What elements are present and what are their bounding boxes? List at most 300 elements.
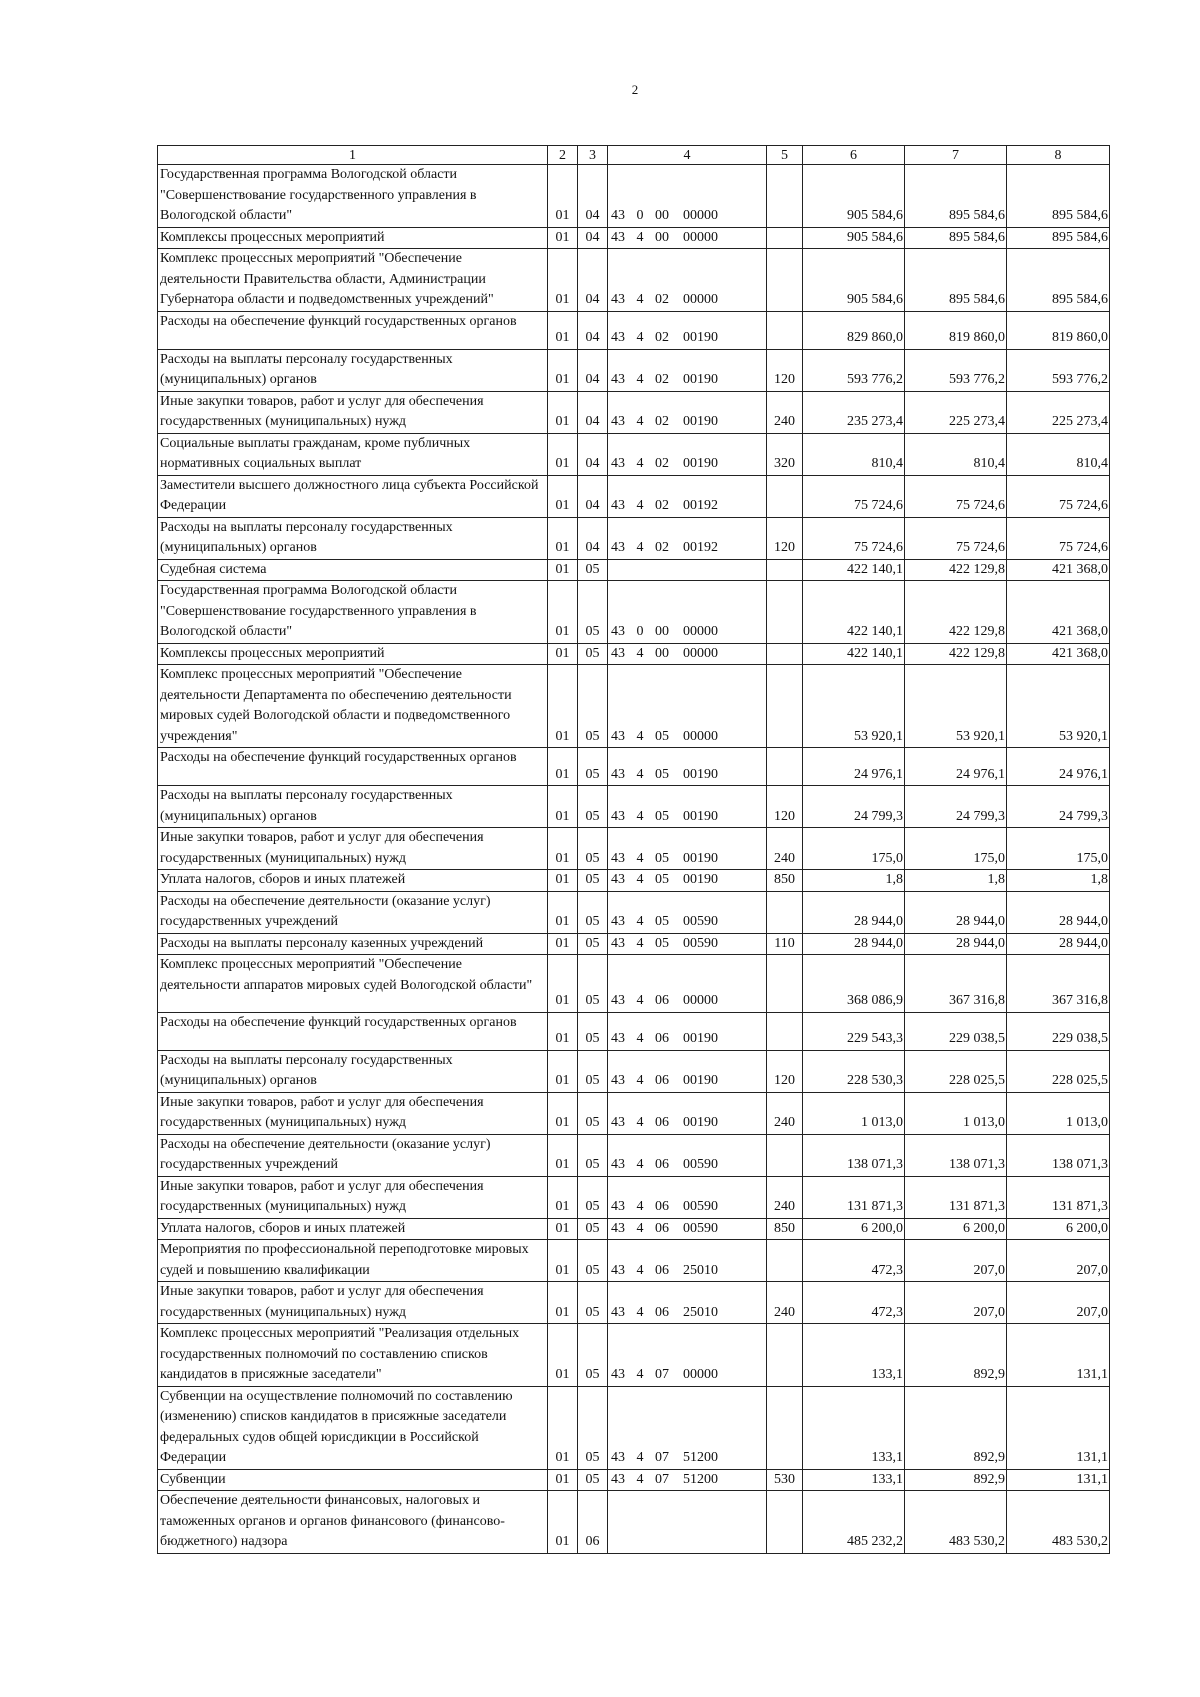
- row-amount-year2: 207,0: [905, 1240, 1007, 1282]
- target-direction: 00190: [683, 808, 718, 824]
- row-expense-type: [767, 311, 803, 349]
- row-subsection-code: 04: [578, 165, 608, 228]
- row-amount-year1: 829 860,0: [803, 311, 905, 349]
- target-program: 43: [611, 1115, 625, 1131]
- target-complex: 02: [655, 292, 669, 307]
- row-amount-year1: 1 013,0: [803, 1092, 905, 1134]
- target-complex: 00: [655, 229, 669, 245]
- target-complex: 02: [655, 414, 669, 430]
- target-complex: 00: [655, 645, 669, 661]
- table-row: [158, 1012, 1110, 1050]
- row-amount-year2: 175,0: [905, 828, 1007, 870]
- table-row: [158, 349, 1110, 391]
- table-row: [158, 1324, 1110, 1387]
- row-amount-year1: 472,3: [803, 1240, 905, 1282]
- row-expense-type: 240: [767, 391, 803, 433]
- row-amount-year1: 28 944,0: [803, 891, 905, 933]
- target-complex: 05: [655, 872, 669, 888]
- row-target-article: [608, 581, 767, 644]
- row-name-cell: Государственная программа Вологодской области "Совершенствование государственного управления в Вологодской области": [158, 165, 548, 228]
- row-amount-year2: 483 530,2: [905, 1491, 1007, 1554]
- row-name-cell: Уплата налогов, сборов и иных платежей: [158, 1218, 548, 1240]
- target-program: 43: [611, 914, 625, 930]
- row-name-cell: Расходы на выплаты персоналу казенных учреждений: [158, 933, 548, 955]
- row-amount-year3: 367 316,8: [1007, 955, 1110, 1012]
- row-target-article: [608, 1134, 767, 1176]
- row-target-article: [608, 1240, 767, 1282]
- row-subsection-code: 04: [578, 433, 608, 475]
- row-section-code: 01: [548, 828, 578, 870]
- target-direction: 00590: [683, 1199, 718, 1215]
- row-section-code: 01: [548, 643, 578, 665]
- row-name-cell: Субвенции на осуществление полномочий по составлению (изменению) списков кандидатов в присяжные заседатели федеральных судов общей юрисдикции в Российской Федерации: [158, 1386, 548, 1469]
- table-row: [158, 475, 1110, 517]
- target-direction: 00190: [683, 372, 718, 388]
- target-type: 4: [636, 498, 644, 514]
- target-program: 43: [611, 935, 625, 951]
- row-amount-year3: 421 368,0: [1007, 643, 1110, 665]
- row-section-code: 01: [548, 1012, 578, 1050]
- row-name-cell: Судебная система: [158, 559, 548, 581]
- row-section-code: 01: [548, 559, 578, 581]
- row-name-cell: Расходы на обеспечение функций государственных органов: [158, 311, 548, 349]
- target-complex: 05: [655, 850, 669, 866]
- target-direction: 00192: [683, 498, 718, 514]
- target-type: 4: [636, 1220, 644, 1236]
- row-amount-year3: 28 944,0: [1007, 933, 1110, 955]
- row-section-code: 01: [548, 249, 578, 312]
- row-section-code: 01: [548, 165, 578, 228]
- row-target-article: [608, 311, 767, 349]
- row-section-code: 01: [548, 1469, 578, 1491]
- row-amount-year2: 225 273,4: [905, 391, 1007, 433]
- header-cell: 2: [548, 146, 578, 165]
- row-expense-type: 120: [767, 1050, 803, 1092]
- row-amount-year3: 6 200,0: [1007, 1218, 1110, 1240]
- row-amount-year2: 895 584,6: [905, 165, 1007, 228]
- row-name-cell: Расходы на обеспечение функций государственных органов: [158, 748, 548, 786]
- row-amount-year1: 131 871,3: [803, 1176, 905, 1218]
- target-type: 0: [636, 624, 644, 640]
- row-subsection-code: 05: [578, 1240, 608, 1282]
- row-target-article: [608, 891, 767, 933]
- target-direction: 00000: [683, 624, 718, 640]
- row-amount-year1: 1,8: [803, 870, 905, 892]
- row-amount-year2: 422 129,8: [905, 643, 1007, 665]
- row-amount-year1: 368 086,9: [803, 955, 905, 1012]
- table-row: [158, 517, 1110, 559]
- row-amount-year3: 228 025,5: [1007, 1050, 1110, 1092]
- row-subsection-code: 05: [578, 1176, 608, 1218]
- row-subsection-code: 05: [578, 955, 608, 1012]
- target-program: 43: [611, 624, 625, 640]
- row-name-cell: Комплекс процессных мероприятий "Обеспечение деятельности аппаратов мировых судей Вологодской области": [158, 955, 548, 1012]
- target-program: 43: [611, 292, 625, 307]
- table-row: [158, 1218, 1110, 1240]
- target-type: 4: [636, 1262, 644, 1278]
- row-expense-type: [767, 1324, 803, 1387]
- row-section-code: 01: [548, 1324, 578, 1387]
- row-name-cell: Государственная программа Вологодской области "Совершенствование государственного управления в Вологодской области": [158, 581, 548, 644]
- header-cell: 8: [1007, 146, 1110, 165]
- table-row: [158, 933, 1110, 955]
- table-row: [158, 581, 1110, 644]
- row-name-cell: Расходы на обеспечение функций государственных органов: [158, 1012, 548, 1050]
- row-amount-year2: 895 584,6: [905, 249, 1007, 312]
- row-amount-year1: 75 724,6: [803, 517, 905, 559]
- row-amount-year3: 225 273,4: [1007, 391, 1110, 433]
- row-target-article: [608, 828, 767, 870]
- row-target-article: [608, 1386, 767, 1469]
- row-amount-year3: 483 530,2: [1007, 1491, 1110, 1554]
- target-type: 4: [636, 1073, 644, 1089]
- row-section-code: 01: [548, 933, 578, 955]
- row-amount-year1: 472,3: [803, 1282, 905, 1324]
- row-target-article: [608, 1176, 767, 1218]
- row-amount-year1: 6 200,0: [803, 1218, 905, 1240]
- row-expense-type: 240: [767, 1092, 803, 1134]
- row-subsection-code: 05: [578, 828, 608, 870]
- row-name-cell: Комплекс процессных мероприятий "Обеспечение деятельности Правительства области, Администрации Губернатора области и подведомственных учреждений": [158, 249, 548, 312]
- row-subsection-code: 04: [578, 311, 608, 349]
- target-type: 4: [636, 292, 644, 307]
- row-amount-year3: 131 871,3: [1007, 1176, 1110, 1218]
- row-name-cell: Комплексы процессных мероприятий: [158, 643, 548, 665]
- row-target-article: [608, 1469, 767, 1491]
- target-direction: 00190: [683, 1031, 718, 1047]
- row-target-article: [608, 748, 767, 786]
- table-row: [158, 1240, 1110, 1282]
- row-amount-year1: 422 140,1: [803, 581, 905, 644]
- row-name-cell: Комплексы процессных мероприятий: [158, 227, 548, 249]
- target-program: 43: [611, 208, 625, 223]
- target-type: 4: [636, 914, 644, 930]
- row-amount-year2: 138 071,3: [905, 1134, 1007, 1176]
- target-program: 43: [611, 414, 625, 430]
- target-type: 4: [636, 645, 644, 661]
- row-name-cell: Заместители высшего должностного лица субъекта Российской Федерации: [158, 475, 548, 517]
- table-row: [158, 559, 1110, 581]
- row-name-cell: Мероприятия по профессиональной переподготовке мировых судей и повышению квалификации: [158, 1240, 548, 1282]
- target-program: 43: [611, 728, 625, 744]
- target-type: 4: [636, 850, 644, 866]
- target-complex: 05: [655, 766, 669, 782]
- target-complex: 06: [655, 1031, 669, 1047]
- row-target-article: [608, 665, 767, 748]
- row-section-code: 01: [548, 1092, 578, 1134]
- row-name-cell: Иные закупки товаров, работ и услуг для обеспечения государственных (муниципальных) нужд: [158, 391, 548, 433]
- target-program: 43: [611, 808, 625, 824]
- target-direction: 00590: [683, 1220, 718, 1236]
- row-amount-year3: 421 368,0: [1007, 559, 1110, 581]
- row-expense-type: 530: [767, 1469, 803, 1491]
- row-amount-year1: 133,1: [803, 1386, 905, 1469]
- row-amount-year3: 131,1: [1007, 1386, 1110, 1469]
- target-type: 4: [636, 728, 644, 744]
- row-section-code: 01: [548, 1491, 578, 1554]
- row-amount-year2: 228 025,5: [905, 1050, 1007, 1092]
- target-complex: 07: [655, 1471, 669, 1487]
- row-section-code: 01: [548, 1240, 578, 1282]
- target-direction: 00190: [683, 872, 718, 888]
- target-complex: 05: [655, 935, 669, 951]
- row-amount-year2: 422 129,8: [905, 559, 1007, 581]
- target-direction: 00000: [683, 292, 718, 307]
- header-cell: 4: [608, 146, 767, 165]
- target-program: 43: [611, 1450, 625, 1466]
- row-expense-type: [767, 1134, 803, 1176]
- row-amount-year2: 892,9: [905, 1386, 1007, 1469]
- target-complex: 06: [655, 1220, 669, 1236]
- table-row: [158, 391, 1110, 433]
- row-amount-year2: 24 799,3: [905, 786, 1007, 828]
- row-section-code: 01: [548, 891, 578, 933]
- header-row: [158, 146, 1110, 165]
- row-amount-year3: 131,1: [1007, 1469, 1110, 1491]
- target-program: 43: [611, 1199, 625, 1215]
- target-direction: 51200: [683, 1471, 718, 1487]
- row-amount-year2: 75 724,6: [905, 475, 1007, 517]
- row-subsection-code: 05: [578, 581, 608, 644]
- target-program: 43: [611, 372, 625, 388]
- row-expense-type: 240: [767, 1282, 803, 1324]
- target-direction: 00190: [683, 1073, 718, 1089]
- row-expense-type: [767, 643, 803, 665]
- row-amount-year2: 1,8: [905, 870, 1007, 892]
- row-amount-year1: 422 140,1: [803, 559, 905, 581]
- row-amount-year3: 895 584,6: [1007, 165, 1110, 228]
- row-section-code: 01: [548, 391, 578, 433]
- target-complex: 06: [655, 1262, 669, 1278]
- row-amount-year3: 1,8: [1007, 870, 1110, 892]
- row-subsection-code: 04: [578, 349, 608, 391]
- target-complex: 02: [655, 372, 669, 388]
- row-name-cell: Иные закупки товаров, работ и услуг для обеспечения государственных (муниципальных) нужд: [158, 1092, 548, 1134]
- row-amount-year2: 367 316,8: [905, 955, 1007, 1012]
- target-direction: 00000: [683, 1367, 718, 1383]
- table-row: [158, 1134, 1110, 1176]
- target-program: 43: [611, 540, 625, 556]
- target-direction: 00190: [683, 330, 718, 346]
- row-amount-year1: 593 776,2: [803, 349, 905, 391]
- target-type: 4: [636, 229, 644, 245]
- row-amount-year1: 28 944,0: [803, 933, 905, 955]
- row-subsection-code: 04: [578, 391, 608, 433]
- row-amount-year3: 895 584,6: [1007, 249, 1110, 312]
- row-expense-type: 240: [767, 828, 803, 870]
- row-amount-year1: 905 584,6: [803, 227, 905, 249]
- target-program: 43: [611, 456, 625, 472]
- row-amount-year3: 229 038,5: [1007, 1012, 1110, 1050]
- target-complex: 06: [655, 1157, 669, 1173]
- target-type: 4: [636, 1031, 644, 1047]
- row-amount-year1: 485 232,2: [803, 1491, 905, 1554]
- target-complex: 00: [655, 624, 669, 640]
- table-row: [158, 665, 1110, 748]
- row-subsection-code: 04: [578, 475, 608, 517]
- target-direction: 51200: [683, 1450, 718, 1466]
- row-amount-year3: 593 776,2: [1007, 349, 1110, 391]
- row-subsection-code: 05: [578, 1134, 608, 1176]
- table-row: [158, 1386, 1110, 1469]
- target-program: 43: [611, 850, 625, 866]
- row-section-code: 01: [548, 665, 578, 748]
- row-name-cell: Иные закупки товаров, работ и услуг для обеспечения государственных (муниципальных) нужд: [158, 1176, 548, 1218]
- row-expense-type: [767, 581, 803, 644]
- row-subsection-code: 05: [578, 559, 608, 581]
- row-amount-year1: 175,0: [803, 828, 905, 870]
- row-subsection-code: 05: [578, 933, 608, 955]
- row-name-cell: Расходы на обеспечение деятельности (оказание услуг) государственных учреждений: [158, 891, 548, 933]
- header-cell: 3: [578, 146, 608, 165]
- table-row: [158, 748, 1110, 786]
- row-target-article: [608, 786, 767, 828]
- target-direction: 00190: [683, 456, 718, 472]
- row-subsection-code: 06: [578, 1491, 608, 1554]
- row-name-cell: Субвенции: [158, 1469, 548, 1491]
- row-subsection-code: 05: [578, 1469, 608, 1491]
- row-subsection-code: 05: [578, 786, 608, 828]
- row-target-article: [608, 955, 767, 1012]
- target-program: 43: [611, 993, 625, 1009]
- row-section-code: 01: [548, 475, 578, 517]
- target-direction: 25010: [683, 1304, 718, 1320]
- row-expense-type: [767, 748, 803, 786]
- target-type: 4: [636, 808, 644, 824]
- row-subsection-code: 05: [578, 1324, 608, 1387]
- row-expense-type: 320: [767, 433, 803, 475]
- target-direction: 00192: [683, 540, 718, 556]
- target-program: 43: [611, 872, 625, 888]
- target-direction: 00000: [683, 645, 718, 661]
- page-number: 2: [631, 82, 639, 97]
- target-program: 43: [611, 1471, 625, 1487]
- row-subsection-code: 05: [578, 870, 608, 892]
- target-type: 4: [636, 456, 644, 472]
- row-expense-type: 850: [767, 1218, 803, 1240]
- target-type: 4: [636, 1157, 644, 1173]
- target-direction: 00000: [683, 208, 718, 223]
- target-program: 43: [611, 1073, 625, 1089]
- budget-table: [157, 145, 1110, 1554]
- row-amount-year2: 28 944,0: [905, 933, 1007, 955]
- row-amount-year3: 131,1: [1007, 1324, 1110, 1387]
- target-type: 4: [636, 872, 644, 888]
- row-target-article: [608, 1491, 767, 1554]
- target-direction: 00190: [683, 850, 718, 866]
- row-subsection-code: 05: [578, 1050, 608, 1092]
- target-direction: 25010: [683, 1262, 718, 1278]
- row-amount-year2: 593 776,2: [905, 349, 1007, 391]
- row-target-article: [608, 1012, 767, 1050]
- target-program: 43: [611, 1157, 625, 1173]
- target-program: 43: [611, 1031, 625, 1047]
- table-row: [158, 955, 1110, 1012]
- row-subsection-code: 05: [578, 665, 608, 748]
- target-complex: 06: [655, 993, 669, 1009]
- row-section-code: 01: [548, 1050, 578, 1092]
- table-row: [158, 433, 1110, 475]
- row-amount-year3: 24 976,1: [1007, 748, 1110, 786]
- row-name-cell: Обеспечение деятельности финансовых, налоговых и таможенных органов и органов финансового (финансово-бюджетного) надзора: [158, 1491, 548, 1554]
- table-row: [158, 1469, 1110, 1491]
- row-target-article: [608, 559, 767, 581]
- target-direction: 00590: [683, 914, 718, 930]
- row-section-code: 01: [548, 955, 578, 1012]
- target-direction: 00590: [683, 935, 718, 951]
- row-amount-year1: 133,1: [803, 1324, 905, 1387]
- target-type: 4: [636, 1115, 644, 1131]
- row-amount-year3: 895 584,6: [1007, 227, 1110, 249]
- target-type: 4: [636, 330, 644, 346]
- row-amount-year1: 235 273,4: [803, 391, 905, 433]
- row-name-cell: Уплата налогов, сборов и иных платежей: [158, 870, 548, 892]
- row-amount-year3: 138 071,3: [1007, 1134, 1110, 1176]
- row-name-cell: Расходы на обеспечение деятельности (оказание услуг) государственных учреждений: [158, 1134, 548, 1176]
- row-section-code: 01: [548, 433, 578, 475]
- row-expense-type: [767, 165, 803, 228]
- row-amount-year3: 819 860,0: [1007, 311, 1110, 349]
- row-amount-year2: 28 944,0: [905, 891, 1007, 933]
- target-type: 4: [636, 1199, 644, 1215]
- table-row: [158, 891, 1110, 933]
- target-program: 43: [611, 1367, 625, 1383]
- table-row: [158, 311, 1110, 349]
- target-complex: 02: [655, 540, 669, 556]
- target-direction: 00000: [683, 229, 718, 245]
- target-type: 4: [636, 1304, 644, 1320]
- target-complex: 02: [655, 456, 669, 472]
- row-expense-type: 120: [767, 349, 803, 391]
- target-complex: 05: [655, 914, 669, 930]
- row-subsection-code: 05: [578, 1092, 608, 1134]
- row-amount-year1: 53 920,1: [803, 665, 905, 748]
- row-amount-year3: 1 013,0: [1007, 1092, 1110, 1134]
- target-direction: 00190: [683, 766, 718, 782]
- row-amount-year2: 131 871,3: [905, 1176, 1007, 1218]
- row-section-code: 01: [548, 1386, 578, 1469]
- target-complex: 05: [655, 808, 669, 824]
- target-complex: 07: [655, 1450, 669, 1466]
- row-section-code: 01: [548, 581, 578, 644]
- row-expense-type: 120: [767, 786, 803, 828]
- target-program: 43: [611, 645, 625, 661]
- row-target-article: [608, 643, 767, 665]
- row-amount-year2: 892,9: [905, 1469, 1007, 1491]
- row-target-article: [608, 433, 767, 475]
- row-target-article: [608, 1050, 767, 1092]
- row-amount-year2: 810,4: [905, 433, 1007, 475]
- target-complex: 06: [655, 1073, 669, 1089]
- row-amount-year2: 1 013,0: [905, 1092, 1007, 1134]
- row-target-article: [608, 165, 767, 228]
- row-target-article: [608, 517, 767, 559]
- target-program: 43: [611, 229, 625, 245]
- row-expense-type: [767, 249, 803, 312]
- row-subsection-code: 04: [578, 249, 608, 312]
- row-amount-year1: 229 543,3: [803, 1012, 905, 1050]
- row-amount-year2: 24 976,1: [905, 748, 1007, 786]
- target-complex: 00: [655, 208, 669, 223]
- target-type: 4: [636, 372, 644, 388]
- row-amount-year3: 421 368,0: [1007, 581, 1110, 644]
- target-type: 4: [636, 414, 644, 430]
- row-name-cell: Иные закупки товаров, работ и услуг для обеспечения государственных (муниципальных) нужд: [158, 1282, 548, 1324]
- row-expense-type: 240: [767, 1176, 803, 1218]
- table-row: [158, 643, 1110, 665]
- target-type: 4: [636, 766, 644, 782]
- row-expense-type: [767, 665, 803, 748]
